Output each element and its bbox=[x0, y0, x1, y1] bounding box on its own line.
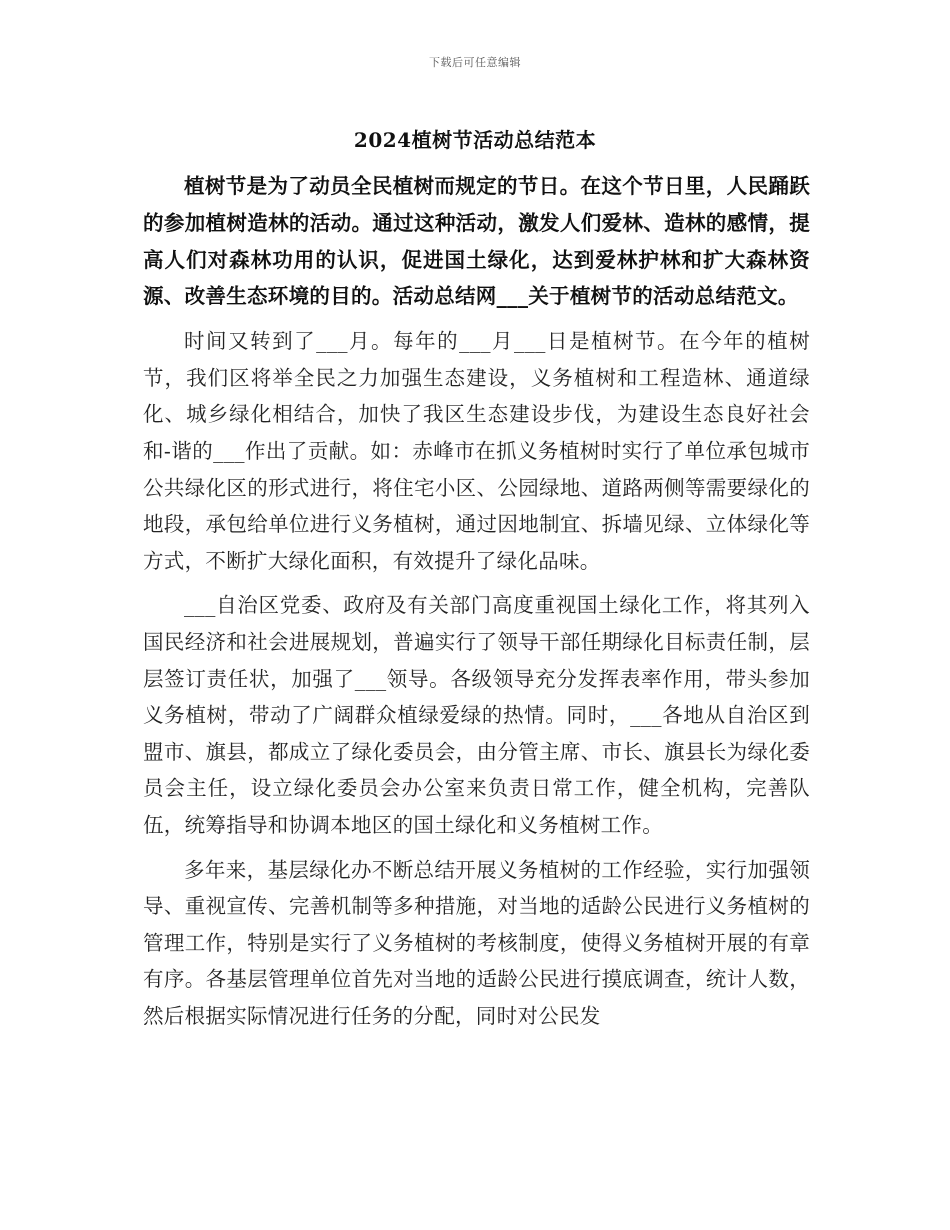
intro-paragraph: 植树节是为了动员全民植树而规定的节日。在这个节日里，人民踊跃的参加植树造林的活动。通过这种活动，激发人们爱林、造林的感情，提高人们对森林功用的认识，促进国土绿化，达到爱林护林和扩大森林资源、改善生态环境的目的。活动总结网___关于植树节的活动总结范文。 bbox=[143, 174, 810, 309]
page-header-note: 下载后可任意编辑 bbox=[429, 56, 521, 69]
body-paragraph: 时间又转到了___月。每年的___月___日是植树节。在今年的植树节，我们区将举全民之力加强生态建设，义务植树和工程造林、通道绿化、城乡绿化相结合，加快了我区生态建设步伐，为建设生态良好社会和-谐的___作出了贡献。如：赤峰市在抓义务植树时实行了单位承包城市公共绿化区的形式进行，将住宅小区、公园绿地、道路两侧等需要绿化的地段，承包给单位进行义务植树，通过因地制宜、拆墙见绿、立体绿化等方式，不断扩大绿化面积，有效提升了绿化品味。 bbox=[143, 329, 810, 573]
document-body bbox=[143, 168, 810, 1034]
body-paragraph: ___自治区党委、政府及有关部门高度重视国土绿化工作，将其列入国民经济和社会进展规划，普遍实行了领导干部任期绿化目标责任制，层层签订责任状，加强了___领导。各级领导充分发挥表率作用，带头参加义务植树，带动了广阔群众植绿爱绿的热情。同时，___各地从自治区到盟市、旗县，都成立了绿化委员会，由分管主席、市长、旗县长为绿化委员会主任，设立绿化委员会办公室来负责日常工作，健全机构，完善队伍，统筹指导和协调本地区的国土绿化和义务植树工作。 bbox=[143, 593, 810, 837]
document-title: 2024植树节活动总结范本 bbox=[353, 128, 597, 152]
body-paragraph: 多年来，基层绿化办不断总结开展义务植树的工作经验，实行加强领导、重视宣传、完善机制等多种措施，对当地的适龄公民进行义务植树的管理工作，特别是实行了义务植树的考核制度，使得义务植树开展的有章有序。各基层管理单位首先对当地的适龄公民进行摸底调查，统计人数，然后根据实际情况进行任务的分配，同时对公民发 bbox=[143, 857, 810, 1028]
